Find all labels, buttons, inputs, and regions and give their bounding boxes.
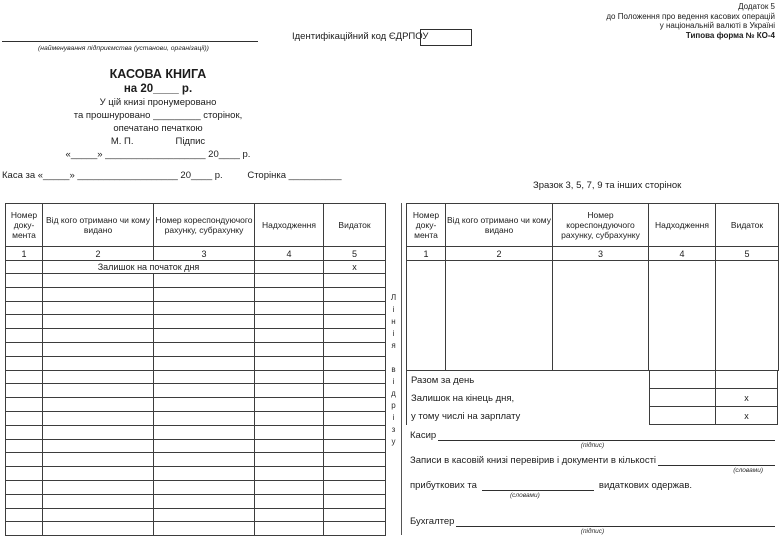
empty-cell [6,315,43,329]
empty-cell [43,453,154,467]
empty-cell [324,342,386,356]
empty-cell [6,384,43,398]
col-number: 3 [154,247,255,261]
empty-table-row [6,356,386,370]
empty-table-row [6,453,386,467]
summary-expense-cell [715,371,778,389]
empty-cell [43,301,154,315]
empty-cell [43,494,154,508]
empty-table-row [6,494,386,508]
empty-table-row [6,522,386,536]
col-number: 1 [407,247,446,261]
empty-cell [324,384,386,398]
empty-table-row [6,274,386,288]
empty-cell [255,356,324,370]
empty-cell [154,384,255,398]
empty-cell [324,287,386,301]
form-code: Типова форма № КО-4 [685,30,775,40]
empty-cell [255,467,324,481]
col-header-counterparty: Від кого отримано чи кому видано [446,204,553,247]
col-number: 4 [255,247,324,261]
empty-table-row [6,508,386,522]
right-page-section [406,203,778,536]
col-header-account: Номер кореспондуючого рахунку, субрахунку [154,204,255,247]
accountant-label: Бухгалтер [410,516,455,527]
empty-table-row [6,411,386,425]
accountant-line [410,514,775,527]
empty-cell [6,411,43,425]
empty-cell [255,315,324,329]
edrpou-code-box [420,29,472,46]
empty-cell [154,287,255,301]
cash-table-right [406,203,779,371]
empty-cell [6,398,43,412]
empty-cell [6,522,43,536]
col-header-expense: Видаток [716,204,779,247]
receipts-line [410,478,775,491]
kasa-period-line [2,170,341,181]
empty-cell [6,425,43,439]
empty-cell [324,480,386,494]
empty-cell [255,398,324,412]
empty-cell [43,329,154,343]
empty-cell [43,480,154,494]
empty-cell [43,425,154,439]
col-number: 4 [649,247,716,261]
empty-cell [154,494,255,508]
col-number: 1 [6,247,43,261]
empty-table-row [6,384,386,398]
opening-balance-row [6,261,386,274]
empty-cell [43,467,154,481]
empty-cell [43,274,154,288]
empty-cell [154,398,255,412]
empty-cell [716,261,779,371]
empty-cell [43,522,154,536]
empty-cell [324,301,386,315]
empty-cell [324,453,386,467]
empty-cell [255,480,324,494]
words-caption: (словами) [733,467,763,474]
summary-label: Разом за день [411,374,475,386]
table-header-row [6,204,386,247]
signatures-block [406,428,778,536]
empty-cell [154,274,255,288]
records-checked-line [410,453,775,466]
signature-label: Підпис [175,136,206,147]
empty-cell [6,467,43,481]
col-header-doc-number: Номер доку-мента [407,204,446,247]
empty-cell [324,356,386,370]
col-header-income: Надходження [255,204,324,247]
title-block [58,67,258,161]
empty-cell [255,411,324,425]
empty-cell [43,287,154,301]
empty-cell [6,453,43,467]
empty-cell [43,356,154,370]
empty-cell [255,439,324,453]
empty-cell [553,261,649,371]
empty-table-row [6,329,386,343]
empty-table-row [6,342,386,356]
empty-cell [154,467,255,481]
org-name-blank [2,41,258,42]
empty-cell [154,522,255,536]
empty-cell [6,329,43,343]
opening-balance-expense-cell: х [324,261,386,274]
documents-count-blank [658,454,775,466]
cashier-label: Касир [410,430,437,441]
col-header-counterparty: Від кого отримано чи кому видано [43,204,154,247]
empty-cell [324,494,386,508]
column-number-row [6,247,386,261]
empty-cell [154,301,255,315]
empty-cell [649,261,716,371]
empty-table-row [6,480,386,494]
col-header-account: Номер кореспондуючого рахунку, субрахунку [553,204,649,247]
cut-line [401,203,402,535]
summary-income-cell [649,407,715,425]
col-header-income: Надходження [649,204,716,247]
empty-cell [43,398,154,412]
kasa-period-text: Каса за «_____» ___________________ 20____ р. [2,170,223,181]
date-blank-line: «_____» ___________________ 20____ р. [65,149,251,160]
empty-cell [255,384,324,398]
title-year-line: на 20____ р. [123,83,193,95]
signature-caption: (підпис) [580,442,605,449]
empty-body-row [407,261,779,371]
org-name-caption: (найменування підприємства (установи, організації)) [38,45,209,52]
empty-cell [324,439,386,453]
empty-cell [154,411,255,425]
summary-row-salary [407,407,778,425]
col-number: 2 [43,247,154,261]
words-caption: (словами) [510,492,540,499]
empty-cell [6,261,43,274]
empty-cell [154,329,255,343]
empty-cell [154,425,255,439]
sealed-line: опечатано печаткою [113,123,203,134]
empty-cell [324,329,386,343]
numbered-line: У цій книзі пронумеровано [99,97,217,108]
empty-cell [446,261,553,371]
empty-cell [6,301,43,315]
appendix-line: у національній валюті в Україні [659,21,775,30]
empty-table-row [6,301,386,315]
empty-cell [324,398,386,412]
outgoing-count-blank [482,479,594,491]
col-header-expense: Видаток [324,204,386,247]
summary-label: Залишок на кінець дня, [411,392,515,404]
cashier-signature-blank [438,429,775,441]
table-header-row [407,204,779,247]
empty-cell [43,342,154,356]
empty-table-row [6,425,386,439]
empty-cell [255,522,324,536]
empty-cell [255,370,324,384]
col-number: 5 [716,247,779,261]
mp-signature-line [58,135,258,148]
summary-income-cell [649,371,715,389]
opening-balance-label: Залишок на початок дня [43,261,255,274]
empty-cell [6,342,43,356]
signature-caption: (підпис) [580,528,605,535]
empty-cell [154,315,255,329]
opening-balance-income-cell [255,261,324,274]
appendix-line: до Положення про ведення касових операцій [606,11,775,21]
empty-cell [324,508,386,522]
empty-table-row [6,439,386,453]
summary-row-total [407,371,778,389]
empty-cell [324,522,386,536]
records-checked-text: Записи в касовій книзі перевірив і документи в кількості [410,455,657,466]
sample-pages-note: Зразок 3, 5, 7, 9 та інших сторінок [533,180,682,191]
empty-cell [154,439,255,453]
appendix-line: Додаток 5 [738,2,775,11]
summary-expense-cell: х [715,407,778,425]
empty-cell [255,342,324,356]
empty-cell [43,384,154,398]
empty-cell [154,370,255,384]
empty-cell [154,356,255,370]
empty-cell [255,453,324,467]
col-number: 5 [324,247,386,261]
empty-cell [43,439,154,453]
empty-cell [255,329,324,343]
empty-cell [324,467,386,481]
empty-cell [255,494,324,508]
page-number-label: Сторінка __________ [247,170,342,181]
column-number-row [407,247,779,261]
empty-table-row [6,370,386,384]
summary-income-cell [649,389,715,407]
empty-cell [6,370,43,384]
empty-cell [154,508,255,522]
empty-cell [407,261,446,371]
empty-cell [43,411,154,425]
appendix-note [606,2,775,40]
empty-cell [255,274,324,288]
day-summary [406,371,778,425]
empty-cell [154,342,255,356]
empty-cell [255,301,324,315]
empty-cell [43,508,154,522]
empty-cell [324,274,386,288]
col-number: 3 [553,247,649,261]
incoming-label: прибуткових та [410,480,477,491]
edrpou-label: Ідентифікаційний код ЄДРПОУ [292,31,429,42]
empty-cell [324,315,386,329]
empty-cell [6,508,43,522]
empty-table-row [6,398,386,412]
empty-cell [324,370,386,384]
col-header-doc-number: Номер доку-мента [6,204,43,247]
empty-cell [43,315,154,329]
empty-table-row [6,467,386,481]
summary-label: у тому числі на зарплату [411,410,521,422]
cash-table-left [5,203,386,536]
empty-cell [255,508,324,522]
summary-expense-cell: х [715,389,778,407]
empty-cell [43,370,154,384]
empty-table-row [6,287,386,301]
empty-table-row [6,315,386,329]
page-title: КАСОВА КНИГА [109,67,207,81]
empty-cell [6,439,43,453]
empty-cell [255,287,324,301]
accountant-signature-blank [456,515,775,527]
cashier-line [410,428,775,441]
summary-row-closing-balance [407,389,778,407]
empty-cell [6,274,43,288]
empty-cell [324,425,386,439]
empty-cell [6,356,43,370]
empty-cell [6,494,43,508]
empty-cell [154,480,255,494]
mp-label: М. П. [110,136,134,147]
empty-cell [6,287,43,301]
stitched-line: та прошнуровано _________ сторінок, [73,110,243,121]
col-number: 2 [446,247,553,261]
outgoing-label: видаткових одержав. [598,480,693,491]
empty-cell [324,411,386,425]
empty-cell [255,425,324,439]
empty-cell [6,480,43,494]
cut-line-label: Лінія відрізу [389,293,398,449]
empty-cell [154,453,255,467]
